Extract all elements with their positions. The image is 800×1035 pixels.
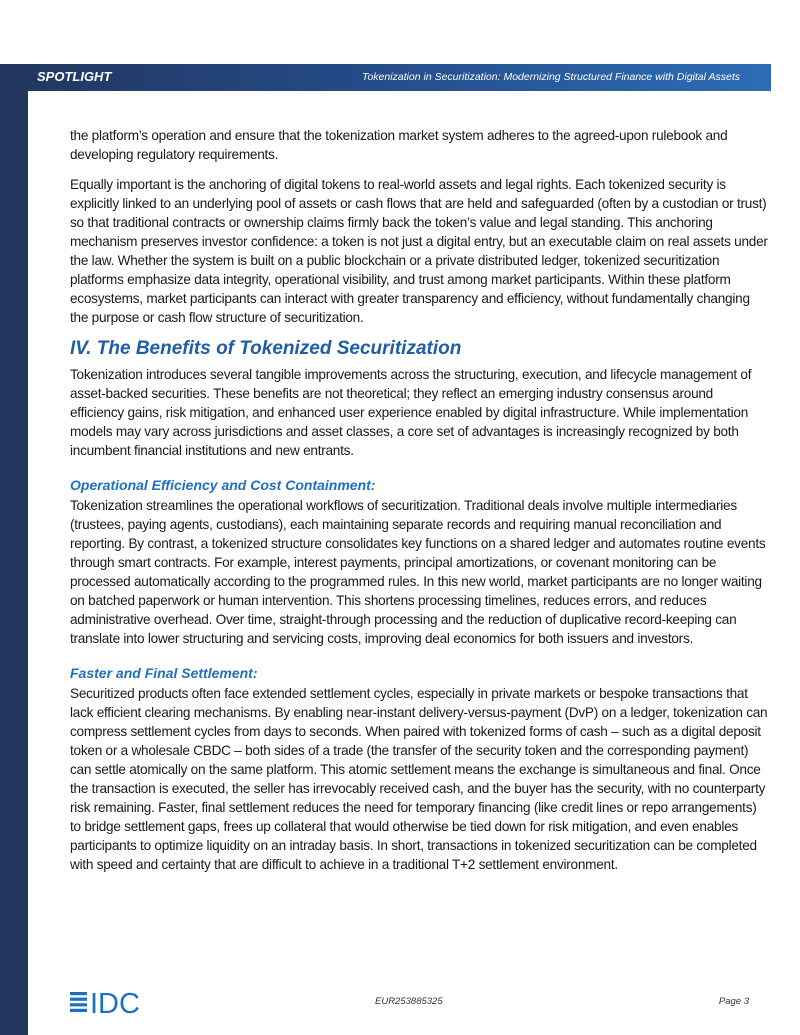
document-title: Tokenization in Securitization: Modernizing Structured Finance with Digital Assets bbox=[362, 71, 740, 83]
section-label: SPOTLIGHT bbox=[37, 69, 112, 84]
left-sidebar-bar bbox=[0, 64, 28, 1035]
page-content bbox=[70, 126, 770, 885]
subsection-paragraph: Securitized products often face extended settlement cycles, especially in private markets or bespoke transactions that lack efficient clearing mechanisms. By enabling near-instant delivery-versus-payment (DvP) on a ledger, tokenization can compress settlement cycles from days to seconds. When paired with tokenized forms of cash – such as a digital deposit token or a wholesale CBDC – both sides of a trade (the transfer of the security token and the corresponding payment) can settle atomically on the same platform. This atomic settlement means the exchange is simultaneous and final. Once the transaction is executed, the seller has irrevocably received cash, and the buyer has the security, with no counterparty risk remaining. Faster, final settlement reduces the need for temporary financing (like credit lines or repo arrangements) to bridge settlement gaps, frees up collateral that would otherwise be tied down for risk mitigation, and even enables participants to optimize liquidity on an intraday basis. In short, transactions in tokenized securitization can be completed with speed and certainty that are difficult to achieve in a traditional T+2 settlement environment. bbox=[70, 686, 768, 872]
subsection-heading: Faster and Final Settlement: bbox=[70, 665, 258, 681]
header-band bbox=[0, 64, 771, 91]
section-heading: IV. The Benefits of Tokenized Securitization bbox=[70, 338, 462, 359]
idc-logo-text: IDC bbox=[90, 988, 140, 1019]
section-intro-paragraph: Tokenization introduces several tangible improvements across the structuring, execution, and lifecycle management of asset-backed securities. These benefits are not theoretical; they reflect an emerging industry consensus around efficiency gains, risk mitigation, and enhanced user experience enabled by digital infrastructure. While implementation models may vary across jurisdictions and asset classes, a core set of advantages is increasingly recognized by both incumbent financial institutions and new entrants. bbox=[70, 367, 752, 458]
page-number: Page 3 bbox=[718, 996, 749, 1007]
intro-paragraph: Equally important is the anchoring of digital tokens to real-world assets and legal rights. Each tokenized security is explicitly linked to an underlying pool of assets or cash flows that are held and safeguarded (often by a custodian or trust) so that traditional contracts or ownership claims firmly back the token’s value and legal standing. This anchoring mechanism preserves investor confidence: a token is not just a digital entry, but an executable claim on real assets under the law. Whether the system is built on a public blockchain or a private distributed ledger, tokenized securitization platforms emphasize data integrity, operational visibility, and trust among market participants. Within these platform ecosystems, market participants can interact with greater transparency and efficiency, without fundamentally changing the purpose or cash flow structure of securitization. bbox=[70, 177, 768, 325]
subsection-paragraph: Tokenization streamlines the operational workflows of securitization. Traditional deals involve multiple intermediaries (trustees, paying agents, custodians), each maintaining separate records and requiring manual reconciliation and reporting. By contrast, a tokenized structure consolidates key functions on a shared ledger and automates routine events through smart contracts. For example, interest payments, principal amortizations, or covenant monitoring can be processed automatically according to the programmed rules. In this new world, market participants are no longer waiting on batched paperwork or human intervention. This shortens processing timelines, reduces errors, and reduces administrative overhead. Over time, straight-through processing and the reduction of duplicative record-keeping can translate into lower structuring and servicing costs, improving deal economics for both issuers and investors. bbox=[70, 498, 766, 646]
idc-logo bbox=[70, 985, 165, 1019]
subsection-heading: Operational Efficiency and Cost Containment: bbox=[70, 477, 376, 493]
intro-paragraph: the platform’s operation and ensure that the tokenization market system adheres to the agreed-upon rulebook and developing regulatory requirements. bbox=[70, 128, 728, 162]
document-id: EUR253885325 bbox=[375, 996, 443, 1007]
